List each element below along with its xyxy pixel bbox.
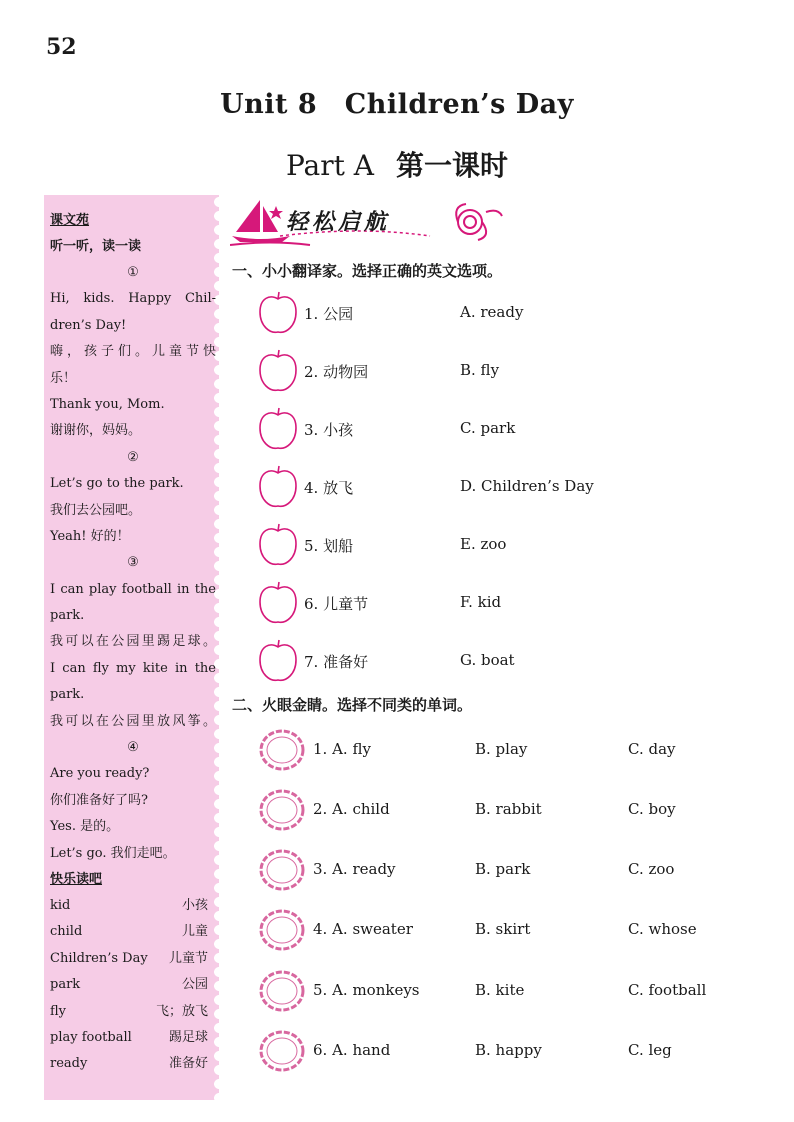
dialog-number: ④ xyxy=(127,740,139,756)
vocab-row xyxy=(50,946,216,972)
apple-answer-box-icon xyxy=(256,638,300,684)
circle-answer-box-icon xyxy=(258,788,306,832)
option-a: 1. A. fly xyxy=(313,740,371,758)
dialog-line: Thank you, Mom. xyxy=(50,396,165,412)
circle-answer-box-icon xyxy=(258,848,306,892)
vocab-row xyxy=(50,1025,216,1051)
translation-question: 4. 放飞 xyxy=(304,479,354,497)
dialog-line: Yeah! 好的！ xyxy=(50,528,130,544)
vocab-zh: 儿童节 xyxy=(168,950,208,966)
dialog-line: Are you ready? xyxy=(50,766,150,782)
translation-question: 3. 小孩 xyxy=(304,421,354,439)
sidebar xyxy=(50,208,216,1078)
part-title xyxy=(0,144,794,184)
vocab-row xyxy=(50,1051,216,1077)
sidebar-heading-read: 快乐读吧 xyxy=(50,871,103,887)
dialog-line: 我可以在公园里踢足球。 xyxy=(50,634,216,650)
circle-answer-box-icon xyxy=(258,969,306,1013)
section2-title: 二、火眼金睛。选择不同类的单词。 xyxy=(232,696,473,714)
vocab-row xyxy=(50,893,216,919)
option-b: B. rabbit xyxy=(475,800,542,818)
swirl-ornament-icon xyxy=(456,204,502,240)
option-a: 5. A. monkeys xyxy=(313,981,420,999)
dialog-line: Yes. 是的。 xyxy=(50,819,120,835)
sidebar-heading-text: 课文苑 xyxy=(50,213,90,228)
part-label: Part A xyxy=(285,149,375,182)
vocab-en: fly xyxy=(50,1003,67,1019)
translation-option: D. Children’s Day xyxy=(460,477,594,495)
apple-answer-box-icon xyxy=(256,580,300,626)
option-b: B. happy xyxy=(475,1041,542,1059)
apple-answer-box-icon xyxy=(256,406,300,452)
sidebar-heading-listen: 听一听，读一读 xyxy=(50,239,142,254)
apple-answer-box-icon xyxy=(256,290,300,336)
dialog-line: Hi, kids. Happy Chil- xyxy=(50,291,216,307)
apple-answer-box-icon xyxy=(256,522,300,568)
option-c: C. football xyxy=(628,981,707,999)
dialog-line: 嗨，孩子们。儿童节快 xyxy=(50,344,216,360)
lesson-label: 第一课时 xyxy=(396,149,509,182)
vocab-row xyxy=(50,999,216,1025)
apple-answer-box-icon xyxy=(256,348,300,394)
dialog-line: I can play football in the xyxy=(50,581,216,597)
banner-title: 轻松启航 xyxy=(286,210,391,235)
circle-answer-box-icon xyxy=(258,908,306,952)
option-a: 3. A. ready xyxy=(313,860,396,878)
dialog-number: ② xyxy=(127,449,139,465)
option-c: C. boy xyxy=(628,800,676,818)
translation-question: 6. 儿童节 xyxy=(304,595,369,613)
option-a: 2. A. child xyxy=(313,800,390,818)
page-number: 52 xyxy=(46,34,77,60)
translation-question: 1. 公园 xyxy=(304,305,354,323)
vocab-en: ready xyxy=(50,1056,88,1072)
vocab-zh: 公园 xyxy=(181,977,208,993)
dialog-line: I can fly my kite in the xyxy=(50,660,216,676)
dialog-line: 你们准备好了吗? xyxy=(50,792,148,808)
option-b: B. park xyxy=(475,860,531,878)
apple-answer-box-icon xyxy=(256,464,300,510)
dialog-line: park. xyxy=(50,687,85,703)
circle-answer-box-icon xyxy=(258,1029,306,1073)
translation-option: B. fly xyxy=(460,361,500,379)
section1-title: 一、小小翻译家。选择正确的英文选项。 xyxy=(232,262,503,280)
dialog-line: 谢谢你，妈妈。 xyxy=(50,423,142,439)
translation-question: 2. 动物园 xyxy=(304,363,369,381)
vocab-zh: 踢足球 xyxy=(168,1029,208,1045)
vocab-en: Children’s Day xyxy=(50,950,148,966)
option-a: 4. A. sweater xyxy=(313,920,413,938)
option-b: B. skirt xyxy=(475,920,531,938)
vocab-en: play football xyxy=(50,1029,132,1045)
translation-option: E. zoo xyxy=(460,535,507,553)
vocab-en: kid xyxy=(50,897,71,913)
dialog-number: ① xyxy=(127,265,139,280)
option-b: B. play xyxy=(475,740,528,758)
translation-question: 5. 划船 xyxy=(304,537,354,555)
option-c: C. whose xyxy=(628,920,697,938)
vocab-zh: 飞；放飞 xyxy=(155,1003,208,1019)
dialog-number: ③ xyxy=(127,555,139,571)
dialog-line: park. xyxy=(50,608,85,624)
vocab-zh: 小孩 xyxy=(181,897,208,913)
vocab-row xyxy=(50,919,216,945)
vocab-row xyxy=(50,972,216,998)
dialog-line: Let’s go. 我们走吧。 xyxy=(50,845,176,861)
option-a: 6. A. hand xyxy=(313,1041,391,1059)
option-c: C. zoo xyxy=(628,860,675,878)
vocab-zh: 准备好 xyxy=(168,1056,208,1072)
option-b: B. kite xyxy=(475,981,525,999)
dialog-line: Let’s go to the park. xyxy=(50,476,184,492)
dialog-line: 乐！ xyxy=(50,370,77,386)
dialog-line: 我可以在公园里放风筝。 xyxy=(50,713,216,729)
translation-option: G. boat xyxy=(460,651,515,669)
unit-title: Unit 8 Children’s Day xyxy=(220,89,574,120)
dialog-line: dren’s Day! xyxy=(50,317,127,333)
option-c: C. leg xyxy=(628,1041,672,1059)
vocab-zh: 儿童 xyxy=(181,924,208,940)
translation-option: A. ready xyxy=(460,303,524,321)
translation-option: C. park xyxy=(460,419,516,437)
translation-option: F. kid xyxy=(460,593,502,611)
circle-answer-box-icon xyxy=(258,728,306,772)
vocab-en: child xyxy=(50,924,83,940)
star-icon xyxy=(269,206,283,219)
translation-question: 7. 准备好 xyxy=(304,653,369,671)
vocab-en: park xyxy=(50,977,81,993)
option-c: C. day xyxy=(628,740,676,758)
dialog-line: 我们去公园吧。 xyxy=(50,502,142,518)
